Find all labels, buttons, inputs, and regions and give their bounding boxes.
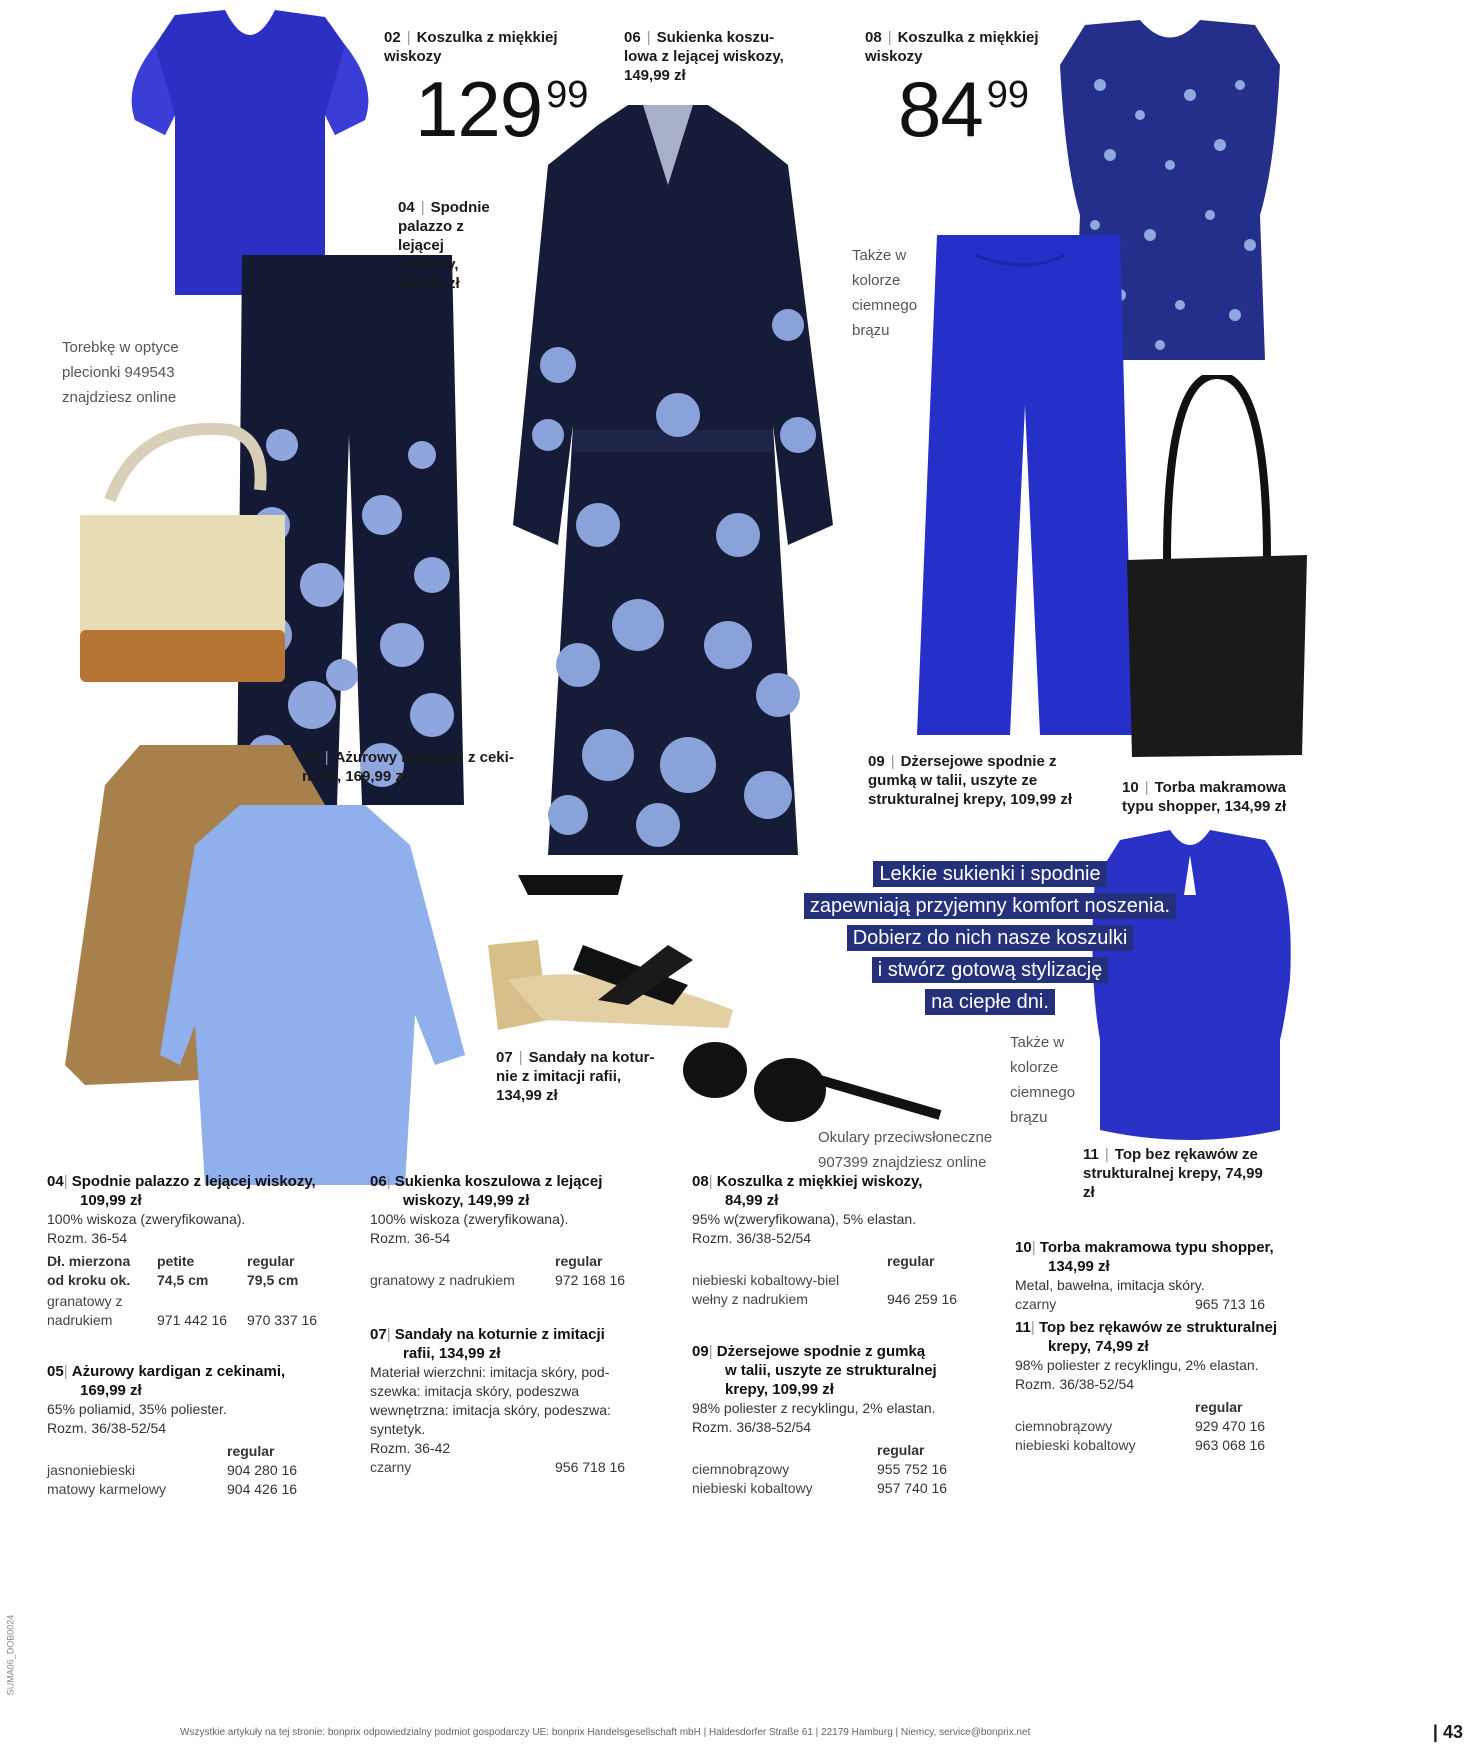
top-11-color-note: Także w kolorze ciemnego brązu xyxy=(1010,1034,1076,1126)
page-number: | 43 xyxy=(1432,1722,1463,1742)
caption-07: 07 | Sandały na kotur- nie z imitacji rafii, 134,99 zł xyxy=(496,1049,655,1104)
promo-banner xyxy=(760,858,1220,1018)
price-08: 84 99 xyxy=(898,65,1030,153)
caption-11: 11 | Top bez rękawów ze strukturalnej krepy, 74,99 zł xyxy=(1083,1146,1263,1201)
spec-07: 07| Sandały na koturnie z imitacji rafii, 134,99 zł Materiał wierzchni: imitacja skóry, pod- szewka: imitacja skóry, podeszwa wewnętrzna: imitacja skóry, podeszwa: syntetyk. Rozm. 36-42 czarny 956 718 16 xyxy=(370,1326,626,1475)
product-image-pants-09[interactable] xyxy=(915,235,1135,740)
promo-banner-line: zapewniają przyjemny komfort noszenia. xyxy=(804,893,1176,919)
legal-footer: Wszystkie artykuły na tej stronie: bonprix odpowiedzialny podmiot gospodarczy UE: bonprix Handelsgesellschaft mbH | Haldesdorfer Straße 61 | 22179 Hamburg | Niemcy, service@bonprix.net xyxy=(180,1727,1031,1738)
spec-10: 10| Torba makramowa typu shopper, 134,99 zł Metal, bawełna, imitacja skóry. czarny 965 713 16 xyxy=(1015,1239,1274,1312)
product-image-dress-06[interactable] xyxy=(488,105,848,865)
product-image-bag-10[interactable] xyxy=(1122,375,1312,760)
promo-banner-line: i stwórz gotową stylizację xyxy=(872,957,1109,983)
handbag-note: Torebkę w optyce plecionki 949543 znajdziesz online xyxy=(62,339,179,406)
side-id: SUMA06_DOB0024 xyxy=(5,1614,16,1696)
sunglasses-image xyxy=(680,1035,945,1135)
caption-09: 09 | Dżersejowe spodnie z gumką w talii, uszyte ze strukturalnej krepy, 109,99 zł xyxy=(868,753,1072,808)
product-image-cardigan-05[interactable] xyxy=(65,745,480,1195)
spec-04: 04| Spodnie palazzo z lejącej wiskozy, 109,99 zł 100% wiskoza (zweryfikowana). Rozm. 36-54 Dł. mierzona od kroku ok. petite 74,5 cm regular 79,5 cm granatowy z nadrukiem 971 442 16 970 337 16 xyxy=(47,1173,318,1328)
caption-02: 02 | Koszulka z miękkiej wiskozy xyxy=(384,29,558,65)
handbag-image xyxy=(80,420,285,685)
caption-08: 08 | Koszulka z miękkiej wiskozy xyxy=(865,29,1039,65)
caption-05: 05 | Ażurowy kardigan z ceki- nami, 169,99 zł xyxy=(302,749,514,785)
spec-09: 09| Dżersejowe spodnie z gumką w talii, uszyte ze strukturalnej krepy, 109,99 zł 98% poliester z recyklingu, 2% elastan. Rozm. 36/38-52/54 regular ciemnobrązowy 955 752 16 niebieski kobaltowy 957 740 16 xyxy=(692,1343,948,1496)
sunglasses-note: Okulary przeciwsłoneczne 907399 znajdziesz online xyxy=(818,1129,993,1171)
promo-banner-line: na ciepłe dni. xyxy=(925,989,1055,1015)
promo-banner-line: Lekkie sukienki i spodnie xyxy=(873,861,1106,887)
caption-06: 06 | Sukienka koszu- lowa z lejącej wiskozy, 149,99 zł xyxy=(624,29,784,84)
pants-09-color-note: Także w kolorze ciemnego brązu xyxy=(852,247,918,339)
spec-06: 06| Sukienka koszulowa z lejącej wiskozy, 149,99 zł 100% wiskoza (zweryfikowana). Rozm. 36-54 regular granatowy z nadrukiem 972 168 16 xyxy=(370,1173,626,1288)
caption-04: 04 | Spodnie palazzo z lejącej wiskozy, 109,99 zł xyxy=(398,199,490,292)
spec-05: 05| Ażurowy kardigan z cekinami, 169,99 zł 65% poliamid, 35% poliester. Rozm. 36/38-52/54 regular jasnoniebieski 904 280 16 matowy karmelowy 904 426 16 xyxy=(47,1363,298,1497)
price-02: 129 99 xyxy=(415,65,589,153)
promo-banner-line: Dobierz do nich nasze koszulki xyxy=(847,925,1134,951)
spec-08: 08| Koszulka z miękkiej wiskozy, 84,99 zł 95% w(zweryfikowana), 5% elastan. Rozm. 36/38-52/54 regular niebieski kobaltowy-biel wełny z nadrukiem 946 259 16 xyxy=(692,1173,958,1307)
caption-10: 10 | Torba makramowa typu shopper, 134,99 zł xyxy=(1122,779,1287,815)
spec-11: 11| Top bez rękawów ze strukturalnej krepy, 74,99 zł 98% poliester z recyklingu, 2% elastan. Rozm. 36/38-52/54 regular ciemnobrązowy 929 470 16 niebieski kobaltowy 963 068 16 xyxy=(1015,1319,1278,1453)
product-image-sandal-07[interactable] xyxy=(488,870,738,1035)
